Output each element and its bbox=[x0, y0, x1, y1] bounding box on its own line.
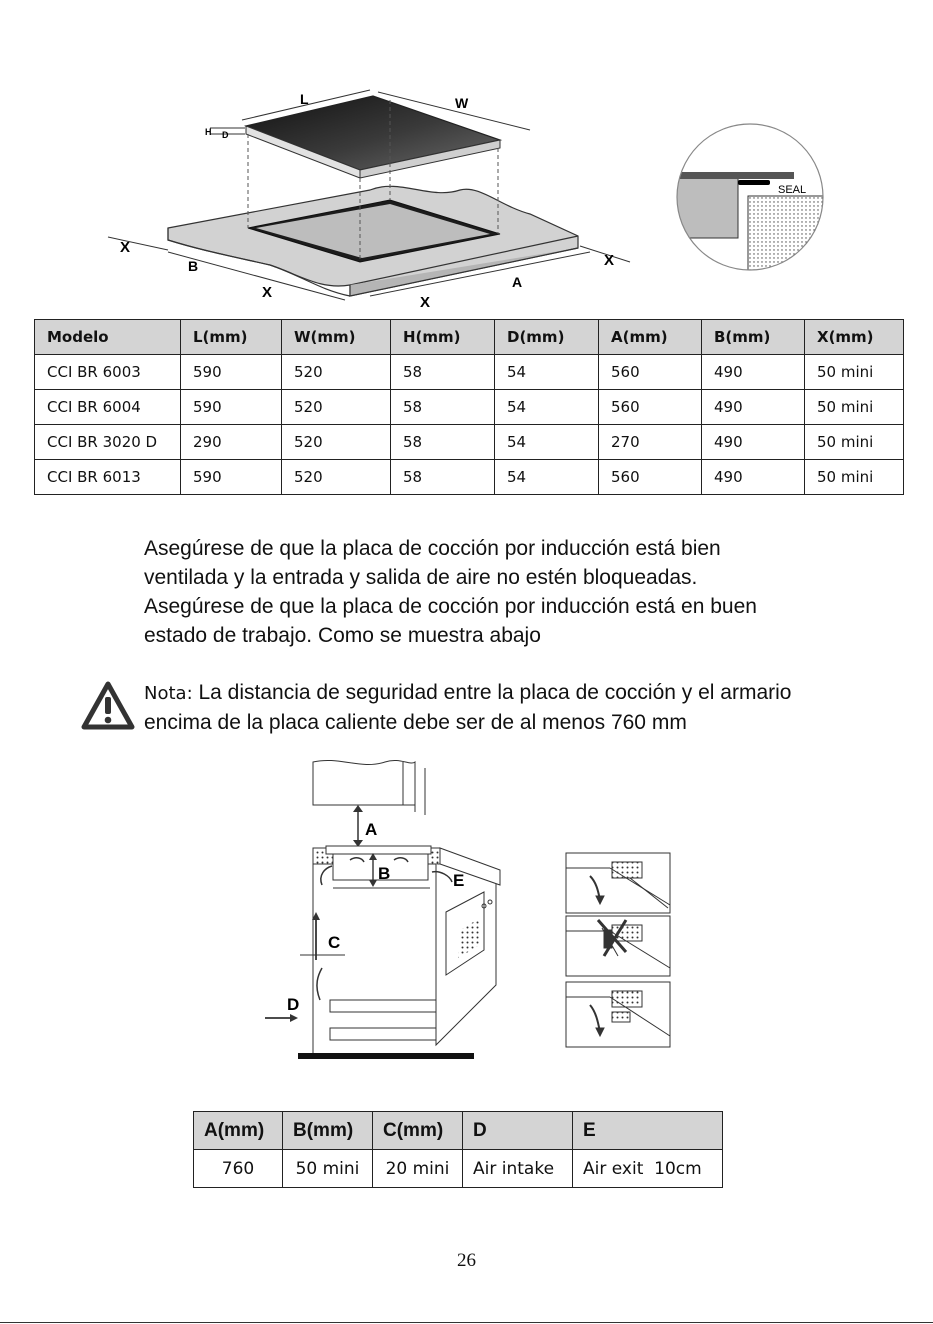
seal-detail-diagram bbox=[670, 120, 830, 275]
table-cell: 58 bbox=[391, 425, 495, 460]
header-cell: Modelo bbox=[35, 320, 181, 355]
table-cell: 590 bbox=[181, 390, 282, 425]
table-cell: 560 bbox=[599, 355, 702, 390]
table-cell: 58 bbox=[391, 460, 495, 495]
table-cell: 50 mini bbox=[805, 425, 904, 460]
table-cell: 20 mini bbox=[373, 1150, 463, 1188]
table-cell: 590 bbox=[181, 355, 282, 390]
models-dimensions-table bbox=[34, 319, 904, 495]
table-cell: CCI BR 6003 bbox=[35, 355, 181, 390]
header-cell: B(mm) bbox=[283, 1112, 373, 1150]
table-cell: 560 bbox=[599, 390, 702, 425]
table-cell: CCI BR 6013 bbox=[35, 460, 181, 495]
table-cell: 50 mini bbox=[283, 1150, 373, 1188]
table-cell: 520 bbox=[282, 460, 391, 495]
paragraph-line: ventilada y la entrada y salida de aire no estén bloqueadas. bbox=[144, 566, 698, 589]
seal-label: SEAL bbox=[778, 184, 807, 196]
header-cell: L(mm) bbox=[181, 320, 282, 355]
label-D: D bbox=[222, 130, 229, 140]
table-cell: 520 bbox=[282, 425, 391, 460]
airflow-panels bbox=[566, 853, 670, 1047]
label-B: B bbox=[188, 258, 199, 274]
table-row bbox=[35, 355, 904, 390]
header-cell: H(mm) bbox=[391, 320, 495, 355]
label-X-left: X bbox=[120, 239, 131, 256]
page-number: 26 bbox=[457, 1250, 476, 1271]
table-cell: 50 mini bbox=[805, 390, 904, 425]
table-cell: 54 bbox=[495, 355, 599, 390]
table-cell: 50 mini bbox=[805, 460, 904, 495]
table-cell: 54 bbox=[495, 425, 599, 460]
table-row bbox=[35, 460, 904, 495]
note-label: Nota: bbox=[144, 683, 193, 704]
table-cell: 560 bbox=[599, 460, 702, 495]
safety-note bbox=[144, 678, 904, 737]
table-cell: Air exit 10cm bbox=[573, 1150, 723, 1188]
label-X-right: X bbox=[604, 252, 615, 269]
installation-clearance-diagram bbox=[255, 752, 685, 1067]
paragraph-line: estado de trabajo. Como se muestra abajo bbox=[144, 624, 541, 647]
bottom-divider bbox=[0, 1322, 933, 1323]
hob-cutout-diagram bbox=[100, 85, 640, 310]
label-A: A bbox=[365, 820, 378, 839]
label-H: H bbox=[205, 127, 212, 137]
table-cell: 490 bbox=[702, 460, 805, 495]
label-X-bottom: X bbox=[262, 284, 273, 301]
table-cell: 490 bbox=[702, 425, 805, 460]
table-cell: 270 bbox=[599, 425, 702, 460]
table-row bbox=[35, 425, 904, 460]
label-X-front: X bbox=[420, 294, 431, 310]
label-B: B bbox=[378, 864, 391, 883]
table-cell: 50 mini bbox=[805, 355, 904, 390]
header-cell: D(mm) bbox=[495, 320, 599, 355]
header-cell: C(mm) bbox=[373, 1112, 463, 1150]
label-W: W bbox=[455, 95, 469, 111]
note-text-line1: La distancia de seguridad entre la placa de cocción y el armario bbox=[192, 681, 792, 704]
ventilation-paragraph bbox=[144, 534, 874, 650]
label-C: C bbox=[328, 933, 341, 952]
header-cell: X(mm) bbox=[805, 320, 904, 355]
table-cell: 590 bbox=[181, 460, 282, 495]
label-A: A bbox=[512, 274, 523, 290]
table-cell: Air intake bbox=[463, 1150, 573, 1188]
warning-icon bbox=[80, 680, 136, 732]
table-cell: 490 bbox=[702, 390, 805, 425]
table-cell: CCI BR 6004 bbox=[35, 390, 181, 425]
table-row bbox=[35, 390, 904, 425]
header-cell: A(mm) bbox=[194, 1112, 283, 1150]
paragraph-line: Asegúrese de que la placa de cocción por inducción está bien bbox=[144, 537, 721, 560]
header-cell: E bbox=[573, 1112, 723, 1150]
table-header-row bbox=[35, 320, 904, 355]
table-row bbox=[194, 1150, 723, 1188]
header-cell: B(mm) bbox=[702, 320, 805, 355]
label-E: E bbox=[453, 871, 465, 890]
label-L: L bbox=[300, 91, 309, 107]
table-cell: 490 bbox=[702, 355, 805, 390]
header-cell: D bbox=[463, 1112, 573, 1150]
clearance-dimensions-table bbox=[193, 1111, 723, 1188]
table-cell: 58 bbox=[391, 390, 495, 425]
table-cell: 58 bbox=[391, 355, 495, 390]
table-cell: 54 bbox=[495, 390, 599, 425]
header-cell: A(mm) bbox=[599, 320, 702, 355]
table-cell: 520 bbox=[282, 355, 391, 390]
table-cell: 520 bbox=[282, 390, 391, 425]
label-D: D bbox=[287, 995, 300, 1014]
table-cell: 760 bbox=[194, 1150, 283, 1188]
table-cell: 290 bbox=[181, 425, 282, 460]
table-cell: 54 bbox=[495, 460, 599, 495]
paragraph-line: Asegúrese de que la placa de cocción por inducción está en buen bbox=[144, 595, 757, 618]
table-cell: CCI BR 3020 D bbox=[35, 425, 181, 460]
note-text-line2: encima de la placa caliente debe ser de al menos 760 mm bbox=[144, 711, 687, 734]
header-cell: W(mm) bbox=[282, 320, 391, 355]
table-header-row bbox=[194, 1112, 723, 1150]
